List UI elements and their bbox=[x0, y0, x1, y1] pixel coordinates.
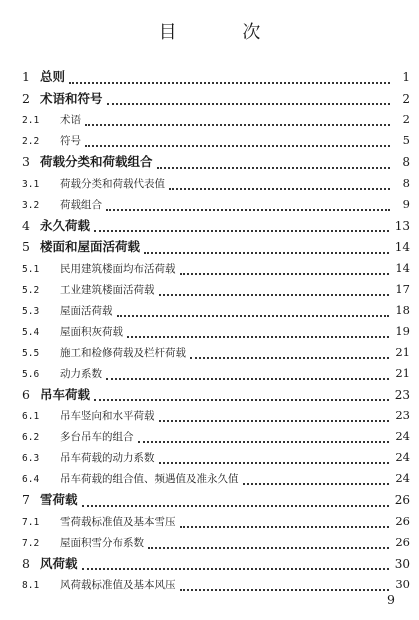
dot-leader bbox=[148, 547, 389, 549]
toc-entry-page: 17 bbox=[395, 281, 410, 296]
toc-entry-number: 6.4 bbox=[22, 474, 40, 485]
dot-leader bbox=[190, 357, 389, 359]
dot-leader bbox=[69, 82, 390, 84]
toc-entry-page: 8 bbox=[402, 175, 410, 190]
toc-section-entry[interactable] bbox=[22, 342, 410, 363]
toc-entry-page: 14 bbox=[394, 240, 410, 254]
toc-entry-page: 18 bbox=[395, 302, 410, 317]
toc-entry-page: 5 bbox=[402, 133, 410, 147]
toc-entry-page: 23 bbox=[394, 387, 410, 402]
toc-section-entry[interactable] bbox=[22, 130, 410, 151]
toc-entry-number: 5.3 bbox=[22, 305, 40, 317]
toc-entry-page: 26 bbox=[395, 534, 410, 549]
toc-entry-page: 24 bbox=[395, 429, 410, 443]
toc-chapter-entry[interactable] bbox=[22, 236, 410, 258]
toc-section-entry[interactable] bbox=[22, 426, 410, 447]
toc-chapter-entry[interactable] bbox=[22, 384, 410, 406]
dot-leader bbox=[159, 294, 390, 296]
toc-entry-number: 6.3 bbox=[22, 453, 40, 464]
toc-entry-number: 6.1 bbox=[22, 411, 40, 422]
toc-chapter-entry[interactable] bbox=[22, 66, 410, 88]
dot-leader bbox=[159, 420, 390, 422]
dot-leader bbox=[106, 378, 389, 380]
table-of-contents bbox=[22, 66, 410, 595]
dot-leader bbox=[169, 188, 390, 190]
toc-section-entry[interactable] bbox=[22, 363, 410, 384]
toc-entry-number: 5.5 bbox=[22, 347, 40, 359]
dot-leader bbox=[180, 273, 390, 275]
toc-entry-page: 2 bbox=[402, 91, 410, 106]
toc-section-entry[interactable] bbox=[22, 532, 410, 553]
toc-entry-label: 工业建筑楼面活荷载 bbox=[60, 283, 155, 296]
toc-entry-label: 雪荷载 bbox=[40, 492, 78, 507]
toc-section-entry[interactable] bbox=[22, 300, 410, 321]
toc-entry-number: 3 bbox=[22, 154, 30, 169]
toc-entry-page: 13 bbox=[394, 218, 410, 233]
toc-entry-label: 术语 bbox=[60, 114, 81, 126]
toc-section-entry[interactable] bbox=[22, 279, 410, 300]
toc-entry-label: 多台吊车的组合 bbox=[60, 431, 134, 443]
dot-leader bbox=[144, 252, 389, 254]
toc-entry-page: 9 bbox=[402, 196, 410, 211]
toc-entry-label: 荷载组合 bbox=[60, 198, 102, 211]
toc-entry-page: 19 bbox=[395, 323, 410, 338]
dot-leader bbox=[94, 230, 389, 232]
toc-entry-page: 1 bbox=[402, 70, 410, 84]
toc-chapter-entry[interactable] bbox=[22, 88, 410, 110]
toc-entry-label: 符号 bbox=[60, 135, 81, 147]
toc-entry-number: 2.2 bbox=[22, 136, 40, 147]
dot-leader bbox=[106, 209, 390, 211]
toc-section-entry[interactable] bbox=[22, 109, 410, 130]
dot-leader bbox=[94, 399, 389, 401]
toc-entry-label: 雪荷载标准值及基本雪压 bbox=[60, 515, 176, 528]
dot-leader bbox=[85, 124, 390, 126]
toc-entry-label: 吊车荷载的动力系数 bbox=[60, 452, 155, 464]
toc-entry-label: 屋面积雪分布系数 bbox=[60, 536, 144, 549]
dot-leader bbox=[138, 441, 390, 443]
toc-entry-page: 8 bbox=[402, 155, 410, 169]
toc-chapter-entry[interactable] bbox=[22, 553, 410, 575]
dot-leader bbox=[157, 167, 390, 169]
toc-section-entry[interactable] bbox=[22, 258, 410, 279]
toc-section-entry[interactable] bbox=[22, 468, 410, 489]
dot-leader bbox=[85, 145, 390, 147]
toc-section-entry[interactable] bbox=[22, 574, 410, 595]
toc-entry-label: 风荷载 bbox=[40, 555, 78, 571]
toc-section-entry[interactable] bbox=[22, 405, 410, 426]
toc-entry-number: 6.2 bbox=[22, 432, 40, 443]
toc-entry-label: 荷载分类和荷载代表值 bbox=[60, 177, 165, 190]
toc-entry-label: 屋面积灰荷载 bbox=[60, 325, 123, 338]
toc-entry-page: 14 bbox=[395, 260, 410, 275]
toc-entry-number: 5 bbox=[22, 239, 30, 254]
toc-section-entry[interactable] bbox=[22, 173, 410, 194]
toc-section-entry[interactable] bbox=[22, 194, 410, 215]
toc-chapter-entry[interactable] bbox=[22, 151, 410, 173]
dot-leader bbox=[127, 336, 389, 338]
toc-entry-number: 5.2 bbox=[22, 284, 40, 296]
toc-entry-number: 4 bbox=[22, 217, 30, 233]
dot-leader bbox=[107, 103, 390, 105]
toc-entry-number: 2.1 bbox=[22, 115, 40, 126]
toc-entry-label: 荷载分类和荷载组合 bbox=[40, 154, 153, 169]
toc-entry-page: 24 bbox=[395, 450, 410, 464]
toc-entry-label: 风荷载标准值及基本风压 bbox=[60, 579, 176, 591]
toc-entry-number: 7 bbox=[22, 492, 30, 507]
toc-entry-number: 7.1 bbox=[22, 516, 40, 528]
toc-entry-number: 3.1 bbox=[22, 178, 40, 190]
toc-entry-label: 永久荷载 bbox=[40, 217, 91, 233]
toc-entry-number: 7.2 bbox=[22, 537, 40, 549]
toc-entry-label: 吊车荷载 bbox=[40, 386, 91, 402]
toc-entry-number: 2 bbox=[22, 90, 30, 106]
toc-entry-label: 吊车荷载的组合值、频遇值及准永久值 bbox=[60, 473, 239, 485]
toc-section-entry[interactable] bbox=[22, 511, 410, 532]
toc-entry-page: 30 bbox=[394, 556, 410, 571]
toc-entry-label: 楼面和屋面活荷载 bbox=[40, 239, 141, 254]
toc-section-entry[interactable] bbox=[22, 321, 410, 342]
toc-entry-number: 1 bbox=[22, 69, 30, 84]
toc-entry-page: 26 bbox=[394, 493, 410, 507]
toc-chapter-entry[interactable] bbox=[22, 489, 410, 511]
page-title: 目 次 bbox=[158, 22, 291, 43]
toc-entry-label: 施工和检修荷载及栏杆荷载 bbox=[60, 346, 186, 359]
toc-chapter-entry[interactable] bbox=[22, 215, 410, 237]
toc-entry-page: 30 bbox=[395, 577, 410, 591]
dot-leader bbox=[82, 568, 389, 570]
toc-entry-number: 6 bbox=[22, 386, 30, 402]
toc-entry-label: 总则 bbox=[40, 69, 66, 84]
toc-entry-label: 民用建筑楼面均布活荷载 bbox=[60, 262, 176, 275]
toc-entry-page: 26 bbox=[395, 513, 410, 528]
dot-leader bbox=[180, 526, 390, 528]
toc-entry-label: 屋面活荷载 bbox=[60, 304, 113, 317]
toc-section-entry[interactable] bbox=[22, 447, 410, 468]
toc-entry-number: 3.2 bbox=[22, 199, 40, 211]
toc-entry-label: 术语和符号 bbox=[40, 90, 103, 106]
dot-leader bbox=[180, 589, 390, 591]
toc-entry-page: 2 bbox=[402, 112, 410, 126]
page-number: 9 bbox=[387, 592, 395, 607]
toc-entry-number: 5.1 bbox=[22, 263, 40, 275]
toc-entry-page: 21 bbox=[395, 365, 410, 380]
toc-entry-number: 8.1 bbox=[22, 580, 40, 591]
dot-leader bbox=[159, 462, 390, 464]
toc-entry-page: 24 bbox=[395, 471, 410, 485]
dot-leader bbox=[82, 505, 389, 507]
toc-entry-page: 23 bbox=[395, 408, 410, 422]
toc-entry-label: 动力系数 bbox=[60, 367, 102, 380]
dot-leader bbox=[243, 483, 390, 485]
toc-entry-label: 吊车竖向和水平荷载 bbox=[60, 410, 155, 422]
toc-entry-number: 8 bbox=[22, 555, 30, 571]
toc-entry-number: 5.4 bbox=[22, 326, 40, 338]
toc-entry-page: 21 bbox=[395, 344, 410, 359]
toc-entry-number: 5.6 bbox=[22, 368, 40, 380]
dot-leader bbox=[117, 315, 390, 317]
